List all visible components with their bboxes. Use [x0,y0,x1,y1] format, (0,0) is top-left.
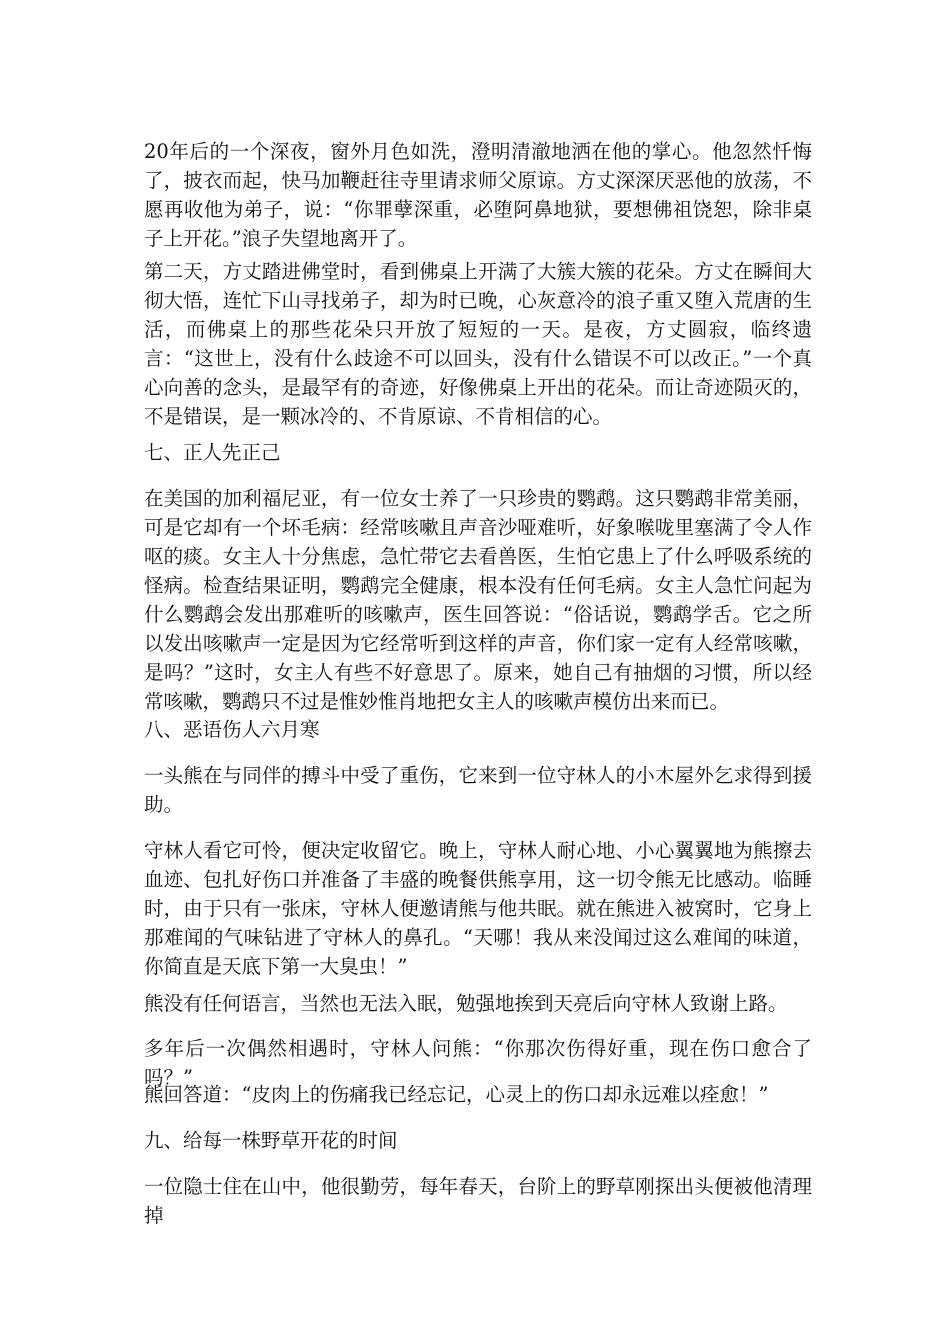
paragraph-abbot-flowers: 第二天，方丈踏进佛堂时，看到佛桌上开满了大簇大簇的花朵。方丈在瞬间大彻大悟，连忙下山寻找弟子，却为时已晚，心灰意冷的浪子重又堕入荒唐的生活，而佛桌上的那些花朵只开放了短短的一天。是夜，方丈圆寂，临终遗言：“这世上，没有什么歧途不可以回头，没有什么错误不可以改正。”一个真心向善的念头，是最罕有的奇迹，好像佛桌上开出的花朵。而让奇迹陨灭的，不是错误，是一颗冰冷的、不肯原谅、不肯相信的心。 [144,260,812,428]
paragraph-injured-bear: 一头熊在与同伴的搏斗中受了重伤，它来到一位守林人的小木屋外乞求得到援助。 [144,764,812,816]
section-heading-8: 八、恶语伤人六月寒 [144,718,320,741]
paragraph-hermit: 一位隐士住在山中，他很勤劳，每年春天，台阶上的野草刚探出头便被他清理掉 [144,1175,812,1227]
section-heading-7: 七、正人先正己 [144,441,281,464]
paragraph-parrot: 在美国的加利福尼亚，有一位女士养了一只珍贵的鹦鹉。这只鹦鹉非常美丽，可是它却有一个坏毛病：经常咳嗽且声音沙哑难听，好象喉咙里塞满了令人作呕的痰。女主人十分焦虑，急忙带它去看兽医，生怕它患上了什么呼吸系统的怪病。检查结果证明，鹦鹉完全健康，根本没有任何毛病。女主人急忙问起为什么鹦鹉会发出那难听的咳嗽声，医生回答说：“俗话说，鹦鹉学舌。它之所以发出咳嗽声一定是因为它经常听到这样的声音，你们家一定有人经常咳嗽，是吗？”这时，女主人有些不好意思了。原来，她自己有抽烟的习惯，所以经常咳嗽，鹦鹉只不过是惟妙惟肖地把女主人的咳嗽声模仿出来而已。 [144,487,812,713]
section-heading-9: 九、给每一株野草开花的时间 [144,1129,398,1152]
paragraph-prodigal-repentance: 20年后的一个深夜，窗外月色如洗，澄明清澈地洒在他的掌心。他忽然忏悔了，披衣而起，快马加鞭赶往寺里请求师父原谅。方丈深深厌恶他的放荡，不愿再收他为弟子，说：“你罪孽深重，必堕阿鼻地狱，要想佛祖饶恕，除非桌子上开花。”浪子失望地离开了。 [144,140,812,250]
paragraph-meeting-again: 多年后一次偶然相遇时，守林人问熊：“你那次伤得好重，现在伤口愈合了吗？” [144,1037,812,1089]
paragraph-forester: 守林人看它可怜，便决定收留它。晚上，守林人耐心地、小心翼翼地为熊擦去血迹、包扎好伤口并准备了丰盛的晚餐供熊享用，这一切令熊无比感动。临睡时，由于只有一张床，守林人便邀请熊与他共眠。就在熊进入被窝时，它身上那难闻的气味钻进了守林人的鼻孔。“天哪！我从来没闻过这么难闻的味道，你简直是天底下第一大臭虫！” [144,839,812,978]
paragraph-bear-silent: 熊没有任何语言，当然也无法入眠，勉强地挨到天亮后向守林人致谢上路。 [144,992,788,1015]
paragraph-bear-reply: 熊回答道：“皮肉上的伤痛我已经忘记，心灵上的伤口却永远难以痊愈！” [144,1083,769,1106]
